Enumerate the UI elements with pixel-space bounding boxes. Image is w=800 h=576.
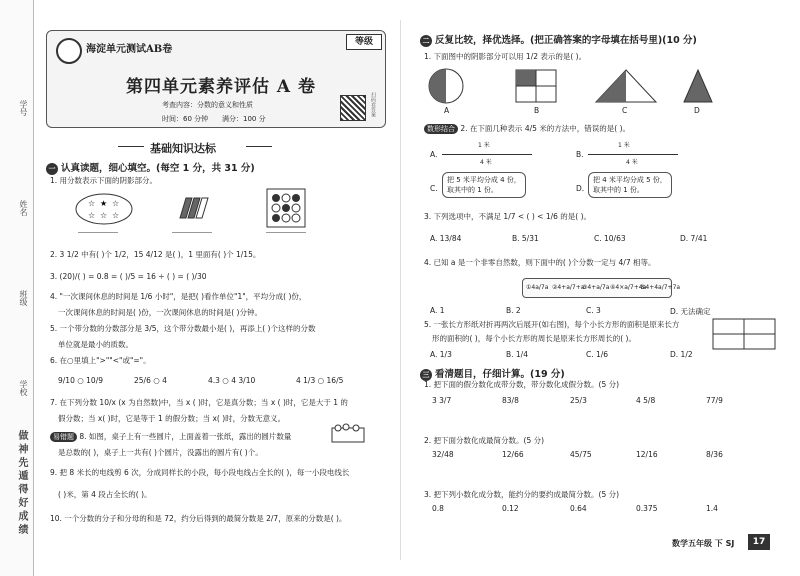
svg-text:☆: ☆ <box>112 199 120 208</box>
q1-option-a[interactable]: A <box>444 106 450 115</box>
q4-scroll-item-1: ①4a/7a <box>526 284 549 291</box>
tag-error-prone: 易错题 <box>50 432 77 442</box>
part1-title: 一 认真读题，细心填空。(每空 1 分，共 31 分) <box>46 160 255 175</box>
q2-option-c[interactable]: C. <box>430 184 438 193</box>
part1-q3: 3. (20)/( ) = 0.8 = ( )/5 = 16 ÷ ( ) = ( )/30 <box>50 272 207 281</box>
q3-option-a[interactable]: A. 13/84 <box>430 234 462 243</box>
calc2-item-5: 8/36 <box>706 450 723 459</box>
calc3-item-4: 0.375 <box>636 504 658 513</box>
calc1-item-3: 25/3 <box>570 396 587 405</box>
q4-scroll-item-2: ②4+a/7+a <box>552 284 585 291</box>
q2-label-b-top: 1 米 <box>618 142 630 149</box>
folded-rectangle-figure <box>712 318 776 350</box>
page-title: 第四单元素养评估 A 卷 <box>126 77 317 97</box>
q3-option-b[interactable]: B. 5/31 <box>512 234 539 243</box>
part1-q8-line2: 是总数的( )，桌子上一共有( )个圆片，没露出的圆片有( )个。 <box>58 448 263 457</box>
svg-text:☆: ☆ <box>88 211 96 220</box>
part2-q1: 1. 下面图中的阴影部分可以用 1/2 表示的是( )。 <box>424 52 587 61</box>
q2-label-a-top: 1 米 <box>478 142 490 149</box>
part1-q7-line2: 假分数；当 x( )时，它是等于 1 的假分数；当 x( )时，分数无意义。 <box>58 414 286 423</box>
compare-item-3: 4.3 ○ 4 3/10 <box>208 376 256 385</box>
calc3-item-1: 0.8 <box>432 504 444 513</box>
page-number: 17 <box>748 534 770 550</box>
svg-text:★: ★ <box>100 199 108 208</box>
q4-scroll-item-3: ③4+a/7a <box>582 284 610 291</box>
half-shaded-figures <box>426 66 726 112</box>
part1-q7-line1: 7. 在下列分数 10/x (x 为自然数)中，当 x ( )时，它是真分数；当 x ( )时，它是大于 1 的 <box>50 398 348 407</box>
q5-option-c[interactable]: C. 1/6 <box>586 350 609 359</box>
divider-right <box>246 146 272 147</box>
calc2-item-4: 12/16 <box>636 450 658 459</box>
q2-label-b-bottom: 4 米 <box>626 159 638 166</box>
calc3-item-3: 0.64 <box>570 504 587 513</box>
part1-q2: 2. 3 1/2 中有( )个 1/2，15 4/12 是( )，1 里面有( )个 1/15。 <box>50 250 261 259</box>
calc2-item-1: 32/48 <box>432 450 454 459</box>
q1-option-c[interactable]: C <box>622 106 628 115</box>
q5-option-b[interactable]: B. 1/4 <box>506 350 528 359</box>
part1-q1: 1. 用分数表示下面的阴影部分。 <box>50 176 158 185</box>
divider-left <box>118 146 144 147</box>
q4-scroll-item-4: ④4×a/7+4a <box>610 284 647 291</box>
calc2-item-3: 45/75 <box>570 450 592 459</box>
part1-q5-line2: 单位就是最小的质数。 <box>58 340 133 349</box>
q2-option-b[interactable]: B. <box>576 150 584 159</box>
q2-option-a[interactable]: A. <box>430 150 438 159</box>
part1-q4-line2: 一次课间休息的时间是( )份，一次课间休息的时间是( )分钟。 <box>58 308 262 317</box>
part2-q5-line2: 形的面积的( )，每个小长方形的周长是原来长方形周长的( )。 <box>432 334 636 343</box>
part2-title: 二 反复比较，择优选择。(把正确答案的字母填在括号里)(10 分) <box>420 32 697 47</box>
part2-q3: 3. 下列选项中，不满足 1/7 < ( ) < 1/6 的是( )。 <box>424 212 592 221</box>
part1-q9-line1: 9. 把 8 米长的电线剪 6 次，分成同样长的小段，每小段电线占全长的( )，每一小段电线长 <box>50 468 350 477</box>
answer-blank-1b[interactable] <box>172 232 212 233</box>
compare-item-1: 9/10 ○ 10/9 <box>58 376 103 385</box>
answer-blank-1c[interactable] <box>266 232 306 233</box>
q2-bubble-d: 把 4 米平均分成 5 份，取其中的 1 份。 <box>588 172 672 198</box>
part2-q4: 4. 已知 a 是一个非零自然数，则下面中的( )个分数一定与 4/7 相等。 <box>424 258 656 267</box>
brand-name: 海淀单元测试AB卷 <box>86 44 173 55</box>
sidebar-slogan: 做 神 先 遁 得 好 成 绩 <box>16 430 27 535</box>
q2-ruler-b <box>588 154 678 155</box>
q2-bubble-c: 把 5 米平均分成 4 份，取其中的 1 份。 <box>442 172 526 198</box>
q1-option-b[interactable]: B <box>534 106 540 115</box>
class-label: 班级 <box>19 290 28 306</box>
part3-q3: 3. 把下列小数化成分数，能约分的要约成最简分数。(5 分) <box>424 490 620 499</box>
part1-q5-line1: 5. 一个带分数的分数部分是 3/5，这个带分数最小是( )，再添上( )个这样的分数 <box>50 324 316 333</box>
parallelogram-figure <box>176 196 210 220</box>
section-basic-title: 基础知识达标 <box>150 142 216 155</box>
calc2-item-2: 12/66 <box>502 450 524 459</box>
calc3-item-5: 1.4 <box>706 504 718 513</box>
part1-q6: 6. 在○里填上">""<"或"="。 <box>50 356 151 365</box>
q4-option-c[interactable]: C. 3 <box>586 306 601 315</box>
q2-ruler-a <box>442 154 532 155</box>
exam-score: 满分：100 分 <box>222 115 266 123</box>
tag-number-shape: 数形结合 <box>424 124 458 134</box>
part3-title: 三 看清题目，仔细计算。(19 分) <box>420 366 565 381</box>
grade-box: 等级 <box>346 34 382 50</box>
part1-q9-line2: ( )米，第 4 段占全长的( )。 <box>58 490 152 499</box>
svg-text:☆: ☆ <box>100 211 108 220</box>
calc1-item-2: 83/8 <box>502 396 519 405</box>
q4-option-b[interactable]: B. 2 <box>506 306 521 315</box>
calc1-item-5: 77/9 <box>706 396 723 405</box>
answer-blank-1a[interactable] <box>78 232 118 233</box>
page-divider <box>400 20 401 560</box>
paper-covered-discs-figure <box>330 422 366 444</box>
qr-caption: 扫码看答案 <box>370 92 376 117</box>
part2-q5-line1: 5. 一张长方形纸对折再两次后展开(如右图)，每个小长方形的面积是原来长方 <box>424 320 680 329</box>
exam-content: 考查内容：分数的意义和性质 <box>162 101 253 109</box>
qr-code <box>340 95 366 121</box>
q4-option-a[interactable]: A. 1 <box>430 306 445 315</box>
svg-text:☆: ☆ <box>88 199 96 208</box>
circle-grid-figure <box>266 188 306 228</box>
brand-logo-icon <box>56 38 82 64</box>
q5-option-d[interactable]: D. 1/2 <box>670 350 693 359</box>
q4-scroll-item-5: ⑤4+4a/7+7a <box>640 284 681 291</box>
part1-q4-line1: 4. "一次课间休息的时间是 1/6 小时"，是把( )看作单位"1"，平均分成( )份， <box>50 292 307 301</box>
exam-time: 时间：60 分钟 <box>162 115 209 123</box>
compare-item-2: 25/6 ○ 4 <box>134 376 167 385</box>
name-label: 姓名 <box>19 200 28 216</box>
q4-option-d[interactable]: D. 无法确定 <box>670 307 711 316</box>
q5-option-a[interactable]: A. 1/3 <box>430 350 452 359</box>
student-id-label: 学号 <box>19 100 28 116</box>
part1-q8-line1: 易错题 8. 如图，桌子上有一些圆片，上面盖着一张纸，露出的圆片数量 <box>50 432 291 442</box>
q3-option-c[interactable]: C. 10/63 <box>594 234 626 243</box>
q2-option-d[interactable]: D. <box>576 184 585 193</box>
footer-subject: 数学五年级 下 SJ <box>672 539 735 548</box>
q2-label-a-bottom: 4 米 <box>480 159 492 166</box>
compare-item-4: 4 1/3 ○ 16/5 <box>296 376 344 385</box>
calc1-item-4: 4 5/8 <box>636 396 656 405</box>
svg-text:☆: ☆ <box>112 211 120 220</box>
calc1-item-1: 3 3/7 <box>432 396 452 405</box>
badge-1: 一 <box>46 163 58 175</box>
part3-q1: 1. 把下面的假分数化成带分数，带分数化成假分数。(5 分) <box>424 380 620 389</box>
q3-option-d[interactable]: D. 7/41 <box>680 234 708 243</box>
ellipse-stars-figure <box>74 192 134 226</box>
part1-q10: 10. 一个分数的分子和分母的和是 72，约分后得到的最简分数是 2/7，原来的分数是( )。 <box>50 514 347 523</box>
part2-q2: 数形结合 2. 在下面几种表示 4/5 米的方法中，错误的是( )。 <box>424 124 630 134</box>
part3-q2: 2. 把下面分数化成最简分数。(5 分) <box>424 436 545 445</box>
calc3-item-2: 0.12 <box>502 504 519 513</box>
q1-option-d[interactable]: D <box>694 106 700 115</box>
badge-2: 二 <box>420 35 432 47</box>
school-label: 学校 <box>19 380 28 396</box>
badge-3: 三 <box>420 369 432 381</box>
